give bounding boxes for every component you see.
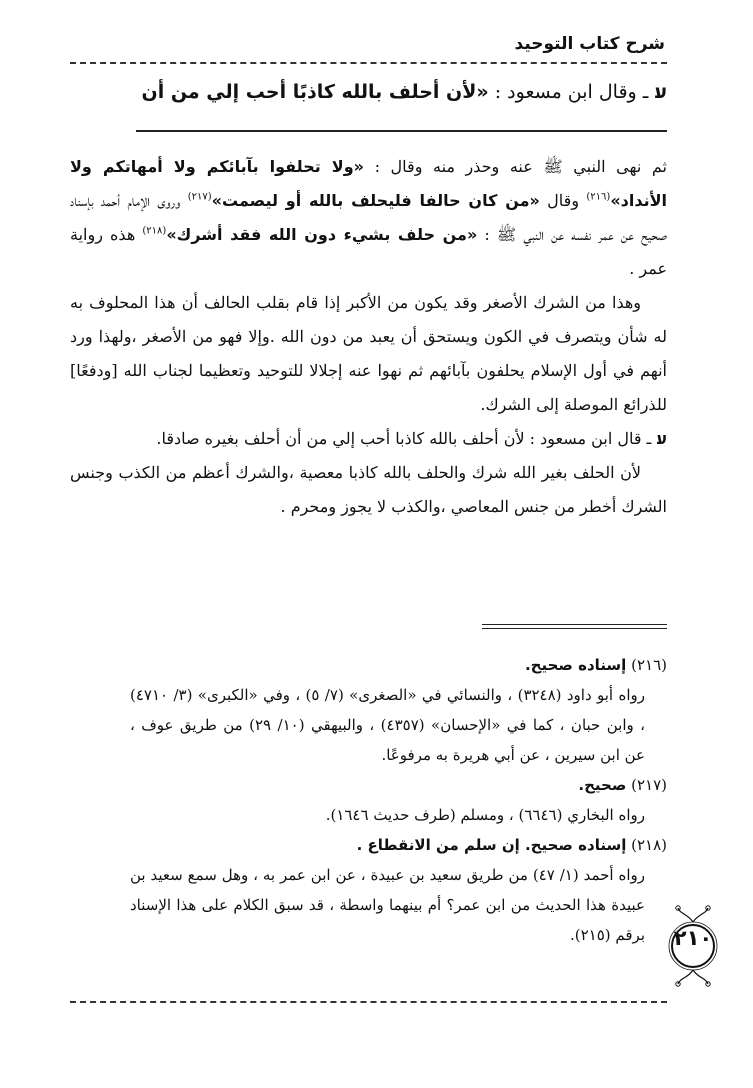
paragraph (70, 422, 667, 456)
text-run: ثم نهى النبي ﷺ عنه وحذر منه وقال : (364, 157, 668, 176)
section-marker: ﬠ (654, 81, 667, 103)
text-run: ـ قال ابن مسعود : لأن أحلف بالله كاذبا أحب إلي من أن أحلف بغيره صادقا. (156, 429, 657, 448)
heading-quote: «لأن أحلف بالله كاذبًا أحب إلي من أن (141, 81, 489, 103)
heading-intro: ـ وقال ابن مسعود : (494, 81, 649, 103)
header-rule (70, 62, 667, 64)
text-run: وقال (539, 191, 587, 210)
footnote-heading (130, 830, 667, 860)
footnote-number: (٢١٦) (626, 656, 667, 674)
footnote-separator-2 (482, 628, 667, 629)
footnote-grade: إسناده صحيح. إن سلم من الانقطاع . (356, 836, 627, 854)
main-text (70, 150, 667, 524)
text-run: وروى الإمام أحمد بإسناد صحيح عن عمر نفسه عن النبي ﷺ : (70, 191, 668, 244)
hadith-quote: «من كان حالفا فليحلف بالله أو ليصمت» (211, 191, 540, 210)
footnote-number: (٢١٧) (626, 776, 667, 794)
section-marker: ﬠ (656, 429, 667, 448)
footer-rule (70, 1001, 667, 1003)
footnote-text: رواه أبو داود (٣٢٤٨) ، والنسائي في «الصغرى» (٧/ ٥) ، وفي «الكبرى» (٣/ ٤٧١٠) ، وابن حبان ، كما في «الإحسان» (٤٣٥٧) ، والبيهقي (١٠/ ٢٩) من طريق عوف ، عن ابن سيرين ، عن أبي هريرة به مرفوعًا. (130, 686, 645, 764)
text-run: وهذا من الشرك الأصغر وقد يكون من الأكبر إذا قام بقلب الحالف أن هذا المحلوف به له شأن ويتصرف في الكون ويستحق أن يعبد من دون الله .وإلا فهو من الأصغر ،ولهذا ورد أنهم في أول الإسلام يحلفون بآبائهم ثم نهوا عنه إجلالا للتوحيد وتعظيما لجناب الله [ودفعًا] للذرائع الموصلة إلى الشرك. (70, 293, 667, 414)
section-heading (70, 78, 667, 106)
footnote-ref: (٢١٨) (142, 225, 167, 237)
footnote-heading (130, 770, 667, 800)
footnote-separator (482, 624, 667, 625)
footnote-ref: (٢١٦) (586, 191, 611, 203)
paragraph (70, 456, 667, 524)
page-number-badge (666, 904, 720, 988)
text-run: لأن الحلف بغير الله شرك والحلف بالله كاذبا معصية ،والشرك أعظم من الكذب وجنس الشرك أخطر من جنس المعاصي ،والكذب لا يجوز ومحرم . (70, 463, 667, 516)
heading-rule (136, 130, 667, 132)
footnote-heading (130, 650, 667, 680)
footnote-text: رواه أحمد (١/ ٤٧) من طريق سعيد بن عبيدة ، عن ابن عمر به ، وهل سمع سعيد بن عبيدة هذا الحديث من ابن عمر؟ أم بينهما واسطة ، قد سبق الكلام على هذا الإسناد برقم (٢١٥). (130, 866, 645, 944)
paragraph (70, 286, 667, 422)
footnote-number: (٢١٨) (626, 836, 667, 854)
footnotes (130, 650, 667, 950)
page-number: ٢١٠ (673, 926, 713, 950)
paragraph (70, 150, 667, 286)
hadith-quote: «ولا تحلفوا بآبائكم ولا أمهاتكم ولا الأنداد» (70, 157, 668, 210)
footnote-text: رواه البخاري (٦٦٤٦) ، ومسلم (طرف حديث ١٦٤٦). (325, 806, 645, 824)
hadith-quote: «من حلف بشيء دون الله فقد أشرك» (166, 225, 478, 244)
footnote-ref: (٢١٧) (187, 191, 212, 203)
running-head: شرح كتاب التوحيد (514, 34, 665, 54)
text-run: هذه رواية عمر . (70, 225, 667, 278)
footnote-grade: إسناده صحيح. (524, 656, 627, 674)
footnote-grade: صحيح. (578, 776, 627, 794)
